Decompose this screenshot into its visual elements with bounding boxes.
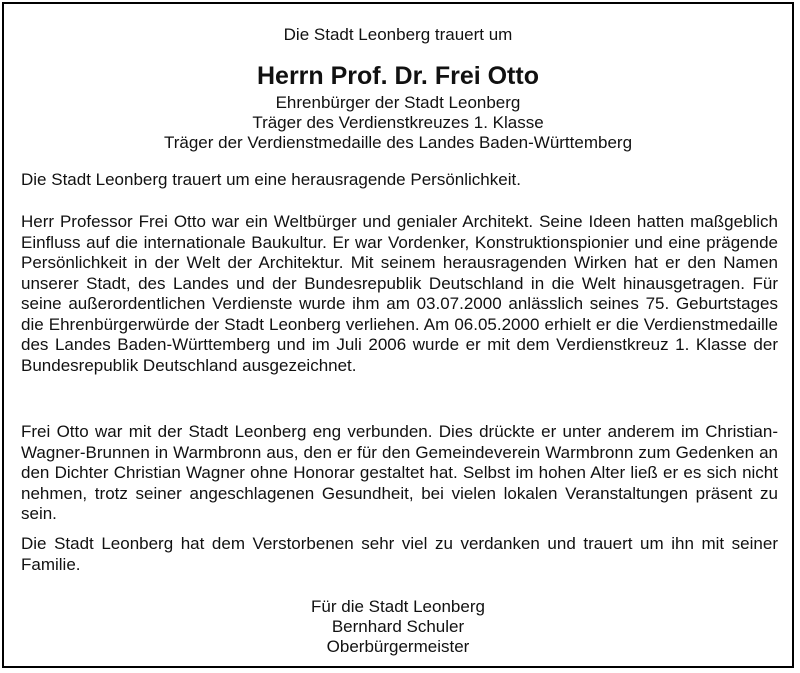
signature-line: Für die Stadt Leonberg <box>311 597 485 616</box>
paragraph-connection: Frei Otto war mit der Stadt Leonberg eng verbunden. Dies drückte er unter anderem im Christian-Wagner-Brunnen in Warmbronn aus, den er für den Gemeindeverein Warmbronn zum Gedenken an den Dichter Christian Wagner ohne Honorar gestaltet hat. Selbst im hohen Alter ließ er es sich nicht nehmen, trotz seiner angeschlagenen Gesundheit, bei vielen lokalen Veranstaltungen präsent zu sein. <box>21 422 778 523</box>
obituary-notice <box>2 2 794 668</box>
honor-line: Träger der Verdienstmedaille des Landes Baden-Württemberg <box>163 133 633 152</box>
intro-line: Die Stadt Leonberg trauert um <box>283 25 513 44</box>
signature-block <box>4 597 792 657</box>
honors-list <box>4 93 792 153</box>
signatory-name: Bernhard Schuler <box>331 617 465 636</box>
honor-line: Träger des Verdienstkreuzes 1. Klasse <box>252 113 544 132</box>
signatory-title: Oberbürgermeister <box>326 637 470 656</box>
paragraph-career: Herr Professor Frei Otto war ein Weltbürger und genialer Architekt. Seine Ideen hatten maßgeblich Einfluss auf die internationale Baukultur. Er war Vordenker, Konstruktionspionier und eine prägende Persönlichkeit in der Welt der Architektur. Mit seinem herausragenden Wirken hat er den Namen unserer Stadt, des Landes und der Bundesrepublik Deutschland in die Welt hinausgetragen. Für seine außerordentlichen Verdienste wurde ihm am 03.07.2000 anlässlich seines 75. Geburtstages die Ehrenbürgerwürde der Stadt Leonberg verliehen. Am 06.05.2000 erhielt er die Verdienstmedaille des Landes Baden-Württemberg und im Juli 2006 wurde er mit dem Verdienstkreuz 1. Klasse der Bundesrepublik Deutschland ausgezeichnet. <box>21 212 778 375</box>
paragraph-opening: Die Stadt Leonberg trauert um eine herausragende Persönlichkeit. <box>21 170 521 189</box>
paragraph-closing: Die Stadt Leonberg hat dem Verstorbenen sehr viel zu verdanken und trauert um ihn mit seiner Familie. <box>21 534 778 574</box>
honor-line: Ehrenbürger der Stadt Leonberg <box>275 93 521 112</box>
deceased-name: Herrn Prof. Dr. Frei Otto <box>257 62 539 90</box>
